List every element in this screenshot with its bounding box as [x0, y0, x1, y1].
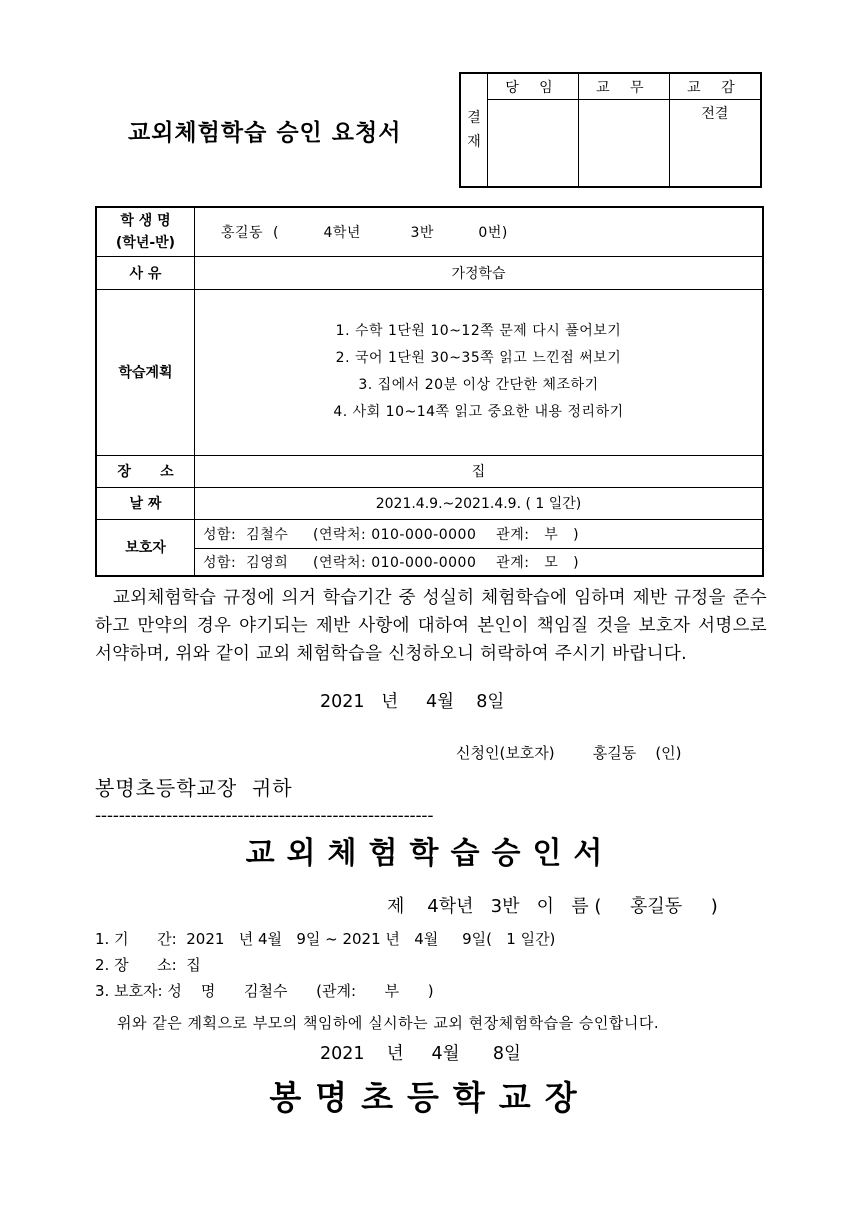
- approval-side-label: [460, 73, 488, 187]
- plan-label: 학습계획: [96, 289, 195, 455]
- approval-side-label-1: 결: [467, 110, 481, 126]
- place-label: 장 소: [96, 455, 195, 487]
- plan-item: 2. 국어 1단원 30~35쪽 읽고 느낀점 써보기: [335, 350, 622, 366]
- student-label: [96, 207, 195, 256]
- approval-date: 2021 년 4월 8일: [320, 1044, 521, 1064]
- approval-header-homeroom: 당 임: [488, 73, 579, 100]
- approval-cell-vice-principal: 전결: [669, 100, 761, 188]
- approval-doc-item: 2. 장 소: 집: [95, 956, 201, 974]
- pledge-paragraph: [95, 584, 767, 668]
- approval-cell-academic: [578, 100, 669, 188]
- approval-side-label-2: 재: [467, 134, 481, 150]
- date-label: 날 짜: [96, 487, 195, 519]
- guardian-row: 성함: 김영희 (연락처: 010-000-0000 관계: 모 ): [195, 548, 764, 576]
- approval-doc-title: 교외체험학습승인서: [245, 836, 615, 871]
- student-label-line2: (학년-반): [115, 234, 176, 251]
- plan-item: 1. 수학 1단원 10~12쪽 문제 다시 풀어보기: [335, 323, 622, 339]
- place-value: 집: [195, 455, 764, 487]
- date-value: 2021.4.9.~2021.4.9. ( 1 일간): [195, 487, 764, 519]
- plan-item: 4. 사회 10~14쪽 읽고 중요한 내용 정리하기: [333, 404, 624, 420]
- student-label-line1: 학 생 명: [120, 212, 171, 229]
- request-title: 교외체험학습 승인 요청서: [128, 120, 402, 146]
- request-date: 2021 년 4월 8일: [320, 692, 505, 712]
- plan-item: 3. 집에서 20분 이상 간단한 체조하기: [358, 377, 599, 393]
- approval-doc-item: 3. 보호자: 성 명 김철수 (관계: 부 ): [95, 982, 434, 1000]
- guardian-row: 성함: 김철수 (연락처: 010-000-0000 관계: 부 ): [195, 519, 764, 548]
- student-value: 홍길동 ( 4학년 3반 0번): [195, 207, 764, 256]
- pledge-text: 교외체험학습 규정에 의거 학습기간 중 성실히 체험학습에 임하며 제반 규정을 준수하고 만약의 경우 야기되는 제반 사항에 대하여 본인이 책임질 것을 보호자 서명으로 서약하며, 위와 같이 교외 체험학습을 신청하오니 허락하여 주시기 바랍니다.: [95, 588, 767, 664]
- approval-doc-student-info: 제 4학년 3반 이 름 ( 홍길동 ): [387, 896, 718, 917]
- approval-box: [459, 72, 762, 188]
- approval-doc-item: 1. 기 간: 2021 년 4월 9일 ~ 2021 년 4월 9일( 1 일간): [95, 930, 556, 948]
- approval-header-vice-principal: 교 감: [669, 73, 761, 100]
- principal-signature: 봉명초등학교장: [269, 1078, 591, 1117]
- applicant-signature: 신청인(보호자) 홍길동 (인): [456, 744, 682, 762]
- cut-line: ---------------------------------------------------------: [95, 806, 434, 826]
- approval-cell-homeroom: [488, 100, 579, 188]
- guardian-label: 보호자: [96, 519, 195, 576]
- approval-header-academic: 교 무: [578, 73, 669, 100]
- reason-value: 가정학습: [195, 256, 764, 289]
- addressee: 봉명초등학교장 귀하: [95, 776, 293, 800]
- reason-label: 사 유: [96, 256, 195, 289]
- plan-list: [195, 289, 764, 455]
- request-form: [95, 206, 764, 577]
- approval-statement: 위와 같은 계획으로 부모의 책임하에 실시하는 교외 현장체험학습을 승인합니다.: [117, 1014, 660, 1032]
